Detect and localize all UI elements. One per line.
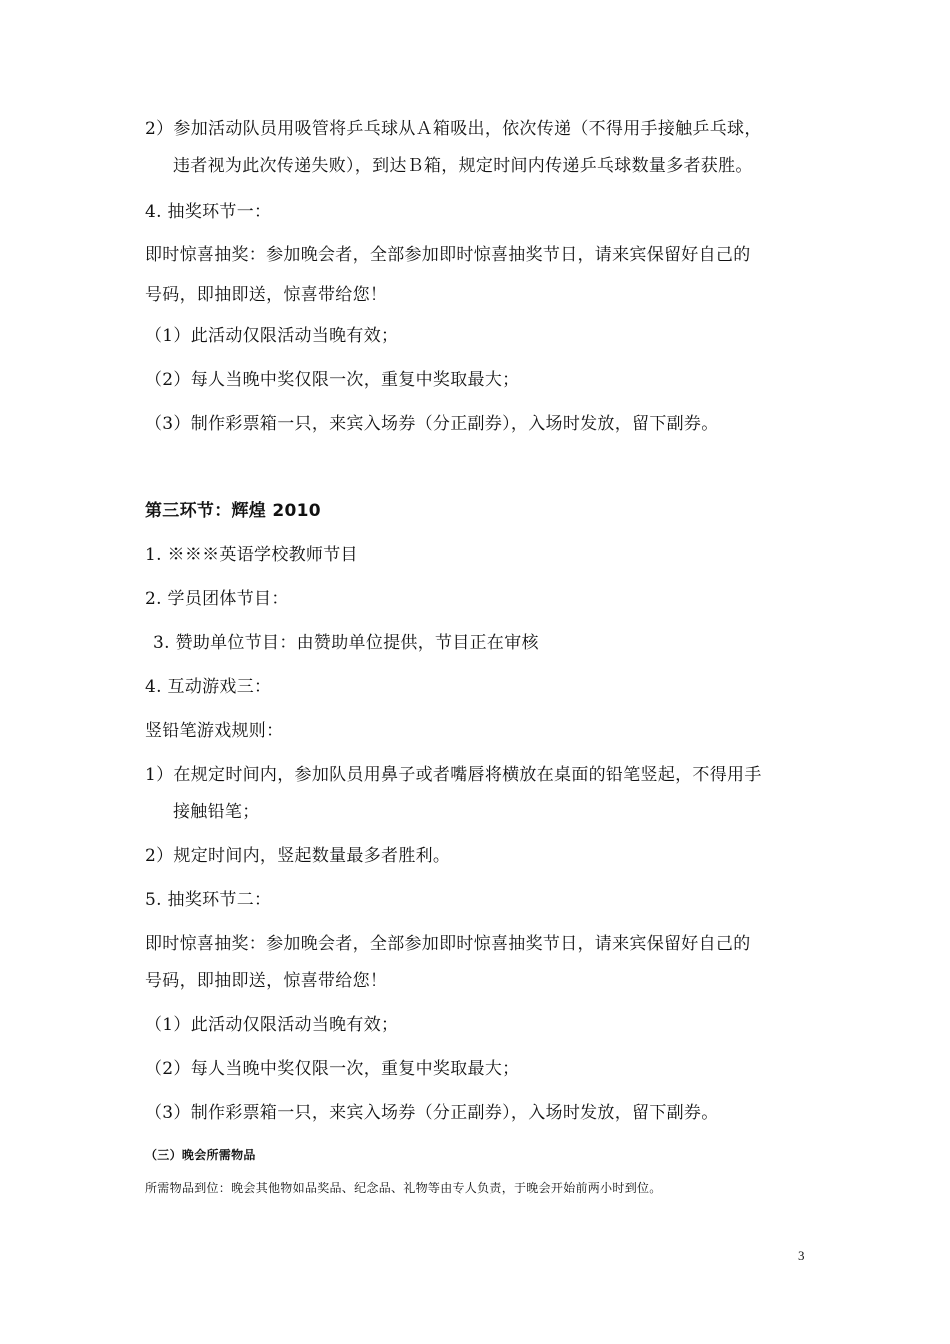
- supplies-description: 所需物品到位：晚会其他物如品奖品、纪念品、礼物等由专人负责，于晚会开始前两小时到位。: [145, 1181, 662, 1195]
- item-3-sponsor-program: 3. 赞助单位节目：由赞助单位提供，节目正在审核: [153, 633, 539, 653]
- item-4-game-three: 4. 互动游戏三：: [145, 677, 272, 697]
- pencil-game-rules-title: 竖铅笔游戏规则：: [145, 721, 284, 741]
- lottery-one-desc-line2: 号码，即抽即送，惊喜带给您！: [145, 285, 388, 305]
- page-number: 3: [798, 1248, 805, 1263]
- item-1-teacher-program: 1. ※※※英语学校教师节目: [145, 545, 358, 565]
- item-4-lottery-one: 4. 抽奖环节一：: [145, 202, 272, 222]
- pencil-rule-1-line2: 接触铅笔；: [173, 802, 260, 822]
- pencil-rule-2: 2）规定时间内，竖起数量最多者胜利。: [145, 846, 451, 866]
- section-heading-part-three: 第三环节：辉煌 2010: [145, 501, 321, 521]
- pencil-rule-1-line1: 1）在规定时间内，参加队员用鼻子或者嘴唇将横放在桌面的铅笔竖起，不得用手: [145, 765, 762, 785]
- lottery-two-rule-2: （2）每人当晚中奖仅限一次，重复中奖取最大；: [145, 1059, 520, 1079]
- lottery-one-rule-1: （1）此活动仅限活动当晚有效；: [145, 326, 399, 346]
- lottery-two-rule-1: （1）此活动仅限活动当晚有效；: [145, 1015, 399, 1035]
- rule-2-line2: 违者视为此次传递失败），到达Ｂ箱，规定时间内传递乒乓球数量多者获胜。: [173, 156, 753, 176]
- lottery-two-desc-line1: 即时惊喜抽奖：参加晚会者，全部参加即时惊喜抽奖节日，请来宾保留好自己的: [145, 934, 751, 954]
- lottery-one-rule-3: （3）制作彩票箱一只，来宾入场券（分正副券），入场时发放，留下副券。: [145, 414, 719, 434]
- lottery-two-desc-line2: 号码，即抽即送，惊喜带给您！: [145, 971, 388, 991]
- item-5-lottery-two: 5. 抽奖环节二：: [145, 890, 272, 910]
- lottery-one-desc-line1: 即时惊喜抽奖：参加晚会者，全部参加即时惊喜抽奖节日，请来宾保留好自己的: [145, 245, 751, 265]
- rule-2-line1: 2）参加活动队员用吸管将乒乓球从Ａ箱吸出，依次传递（不得用手接触乒乓球，: [145, 119, 762, 139]
- item-2-student-program: 2. 学员团体节目：: [145, 589, 289, 609]
- subsection-heading-supplies: （三）晚会所需物品: [145, 1148, 256, 1162]
- lottery-one-rule-2: （2）每人当晚中奖仅限一次，重复中奖取最大；: [145, 370, 520, 390]
- lottery-two-rule-3: （3）制作彩票箱一只，来宾入场券（分正副券），入场时发放，留下副券。: [145, 1103, 719, 1123]
